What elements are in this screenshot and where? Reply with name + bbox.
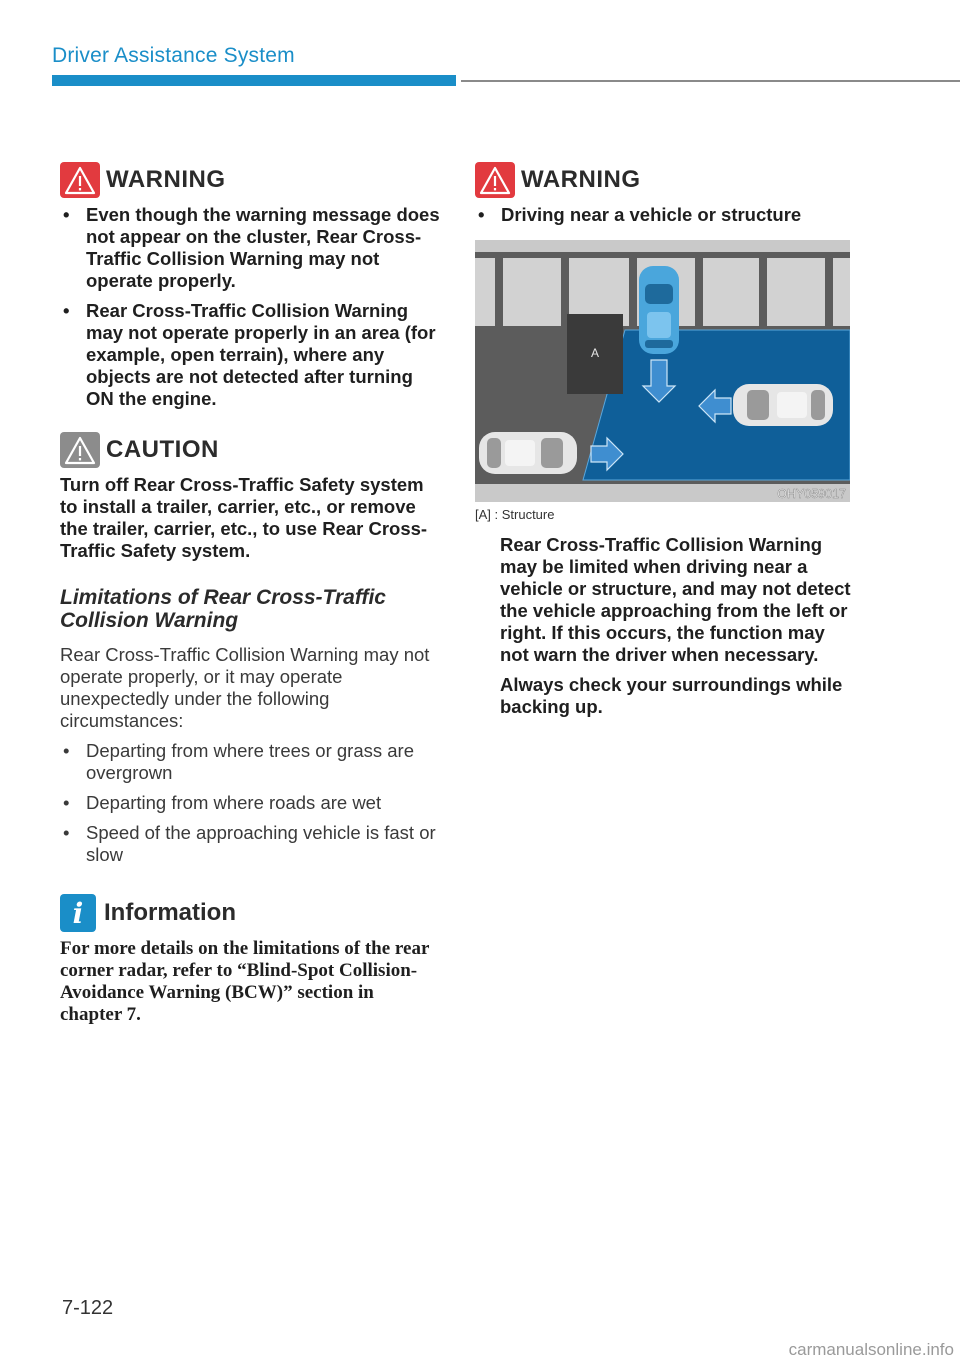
caution-box bbox=[60, 430, 440, 562]
warning-list bbox=[60, 204, 440, 410]
information-label: Information bbox=[104, 899, 236, 926]
right-paragraph: Rear Cross-Traffic Collision Warning may be limited when driving near a vehicle or structure, and may not detect the vehicle approaching from the left or right. If this occurs, the function may not warn the driver when necessary. bbox=[500, 534, 851, 665]
limitations-heading-line2: Collision Warning bbox=[60, 609, 239, 632]
structure-label: A bbox=[590, 346, 600, 360]
limitations-heading bbox=[60, 586, 440, 632]
header-accent-bar bbox=[52, 75, 456, 86]
warning-label: WARNING bbox=[106, 166, 226, 193]
list-item: • Driving near a vehicle or structure bbox=[475, 204, 853, 226]
limitations-intro: Rear Cross-Traffic Collision Warning may not operate properly, or it may operate unexpectedly under the following circumstances: bbox=[60, 644, 430, 731]
caution-header bbox=[60, 430, 440, 470]
figure-code: OHY059017 bbox=[777, 487, 846, 501]
figure-illustration bbox=[475, 240, 850, 502]
caution-triangle-icon bbox=[60, 432, 100, 468]
warning-label: WARNING bbox=[521, 166, 641, 193]
caution-text: Turn off Rear Cross-Traffic Safety system to install a trailer, carrier, etc., or remove the trailer, carrier, etc., to use Rear Cross-Traffic Safety system. bbox=[60, 474, 428, 561]
limitations-heading-line1: Limitations of Rear Cross-Traffic bbox=[60, 586, 386, 609]
right-column bbox=[475, 160, 853, 718]
watermark-url[interactable]: carmanualsonline.info bbox=[788, 1340, 954, 1359]
figure-caption: [A] : Structure bbox=[475, 507, 555, 522]
information-header bbox=[60, 892, 440, 934]
page-number: 7-122 bbox=[62, 1297, 114, 1319]
caution-label: CAUTION bbox=[106, 436, 219, 463]
list-item: • Departing from where trees or grass are overgrown bbox=[60, 740, 440, 784]
reversing-car bbox=[639, 266, 679, 354]
list-item: • Rear Cross-Traffic Collision Warning may not operate properly in an area (for example, open terrain), where any objects are not detected after turning ON the engine. bbox=[60, 300, 440, 410]
approaching-car-left bbox=[479, 432, 577, 474]
information-text: For more details on the limitations of the rear corner radar, refer to “Blind-Spot Collision-Avoidance Warning (BCW)” section in chapter 7. bbox=[60, 938, 430, 1025]
list-item: • Speed of the approaching vehicle is fast or slow bbox=[60, 822, 440, 866]
limitations-section bbox=[60, 586, 440, 866]
limitations-list bbox=[60, 740, 440, 866]
list-item: • Departing from where roads are wet bbox=[60, 792, 440, 814]
parking-diagram bbox=[475, 240, 850, 502]
warning-triangle-icon bbox=[475, 162, 515, 198]
warning-list bbox=[475, 204, 853, 226]
section-title: Driver Assistance System bbox=[52, 44, 295, 67]
warning-header bbox=[60, 160, 440, 200]
left-column bbox=[60, 160, 440, 1026]
warning-box bbox=[60, 160, 440, 410]
information-icon: i bbox=[60, 894, 96, 932]
information-box bbox=[60, 892, 440, 1026]
header-rule bbox=[461, 80, 960, 82]
right-paragraph: Always check your surroundings while backing up. bbox=[500, 674, 843, 717]
warning-triangle-icon bbox=[60, 162, 100, 198]
warning-header bbox=[475, 160, 853, 200]
parking-figure bbox=[475, 240, 853, 522]
approaching-car-right bbox=[733, 384, 833, 426]
list-item: • Even though the warning message does not appear on the cluster, Rear Cross-Traffic Collision Warning may not operate properly. bbox=[60, 204, 440, 292]
warning-box bbox=[475, 160, 853, 226]
